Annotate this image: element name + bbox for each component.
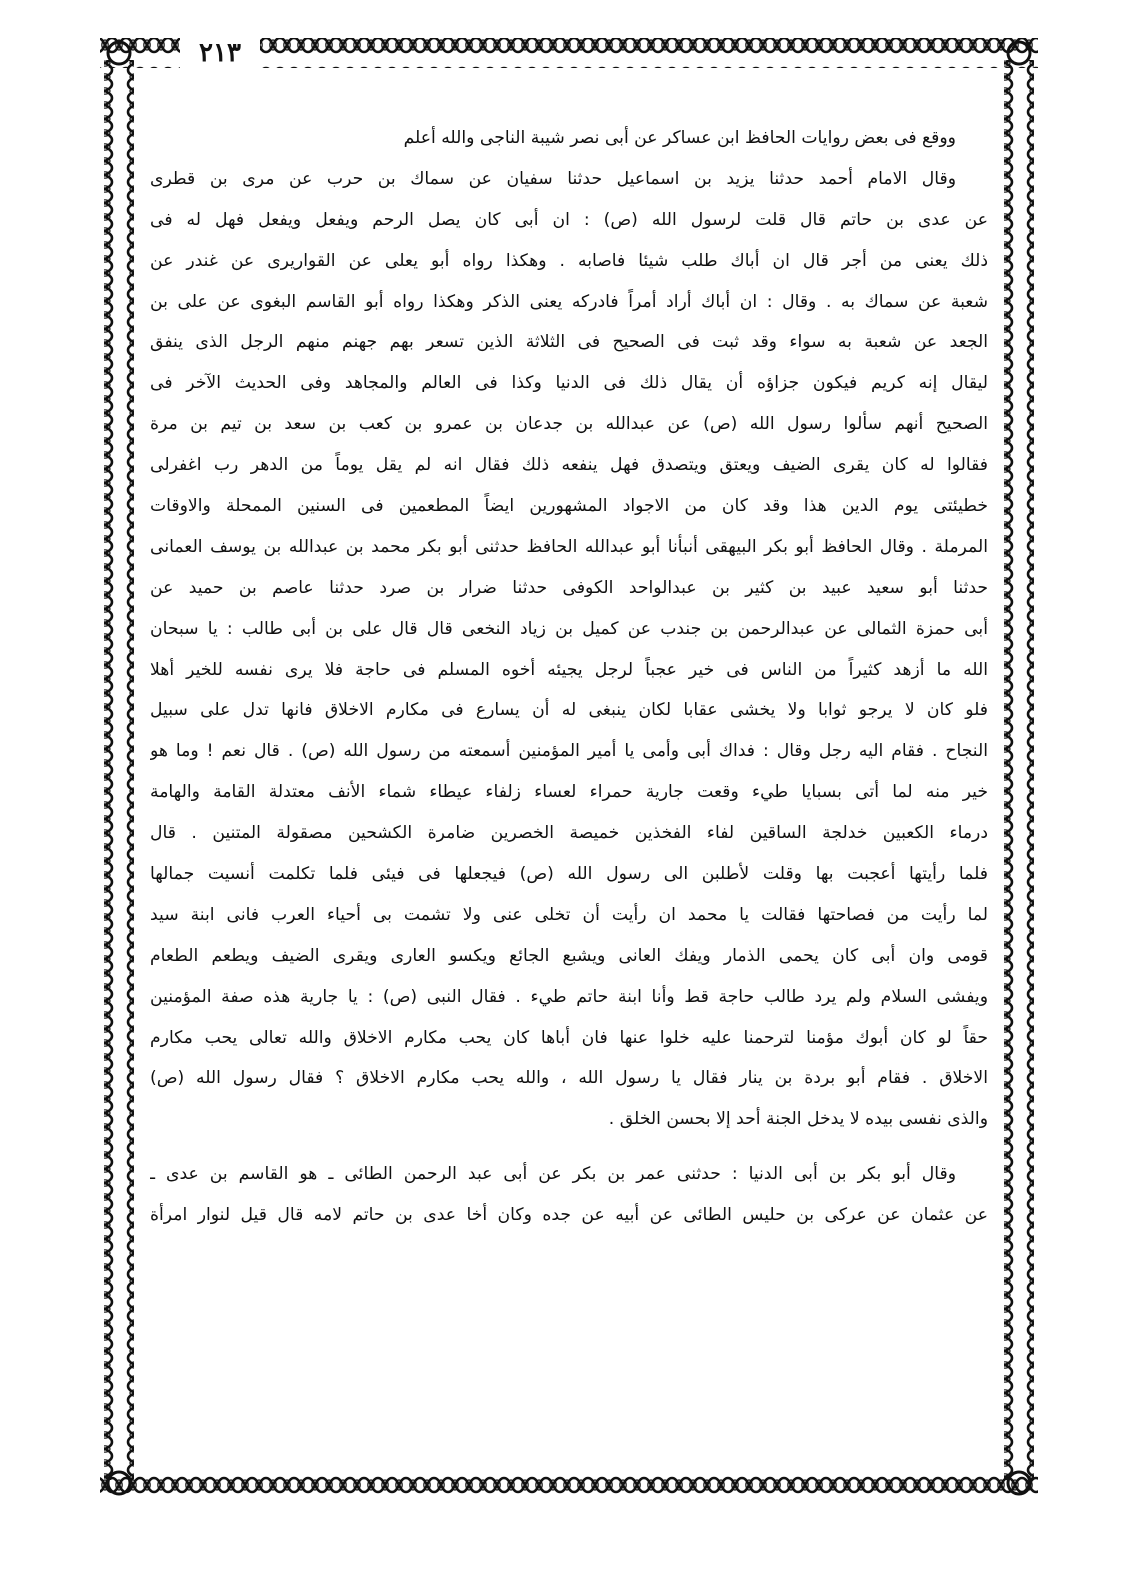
text-line: حدثنا أبو سعيد عبيد بن كثير بن عبدالواحد الكوفى حدثنا ضرار بن صرد حدثنا عاصم بن حميد عن: [150, 577, 988, 598]
text-line: أبى حمزة الثمالى عن عبدالرحمن بن جندب عن كميل بن زياد النخعى قال قال على بن أبى طالب : يا سبحان: [150, 618, 988, 639]
text-line: فلو كان لا يرجو ثوابا ولا يخشى عقابا لكان ينبغى له أن يسارع فى مكارم الاخلاق فانها تدل على سبيل: [150, 700, 988, 721]
text-line: خطيئتى يوم الدين هذا وقد كان من الاجواد المشهورين ايضاً المطعمين فى السنين الممحلة والاوقات: [150, 496, 988, 517]
text-line: ليقال إنه كريم فيكون جزاؤه أن يقال ذلك فى الدنيا وكذا فى العالم والمجاهد وفى الحديث الآخر فى: [150, 373, 988, 394]
text-line: النجاح . فقام اليه رجل وقال : فداك أبى وأمى يا أمير المؤمنين أسمعته من رسول الله (ص) . قال نعم ! وما هو: [150, 741, 988, 762]
page-number: ٢١٣: [180, 38, 260, 68]
text-line: درماء الكعبين خدلجة الساقين لفاء الفخذين خميصة الخصرين ضامرة الكشحين مصقولة المتنين . قال: [150, 823, 988, 844]
text-line: والذى نفسى بيده لا يدخل الجنة أحد إلا بحسن الخلق .: [608, 1109, 988, 1130]
text-line: شعبة عن سماك به . وقال : ان أباك أراد أمراً فادركه يعنى الذكر وهكذا رواه أبو القاسم البغوى عن على بن: [150, 291, 988, 312]
text-line: الاخلاق . فقام أبو بردة بن ينار فقال يا رسول الله ، والله يحب مكارم الاخلاق ؟ فقال رسول الله (ص): [150, 1068, 988, 1089]
text-line: ذلك يعنى من أجر قال ان أباك طلب شيئا فاصابه . وهكذا رواه أبو يعلى عن القواريرى عن غندر عن: [150, 250, 988, 271]
text-line: خير منه لما أتى بسبايا طيء وقعت جارية حمراء لعساء زلفاء عيطاء شماء الأنف معتدلة القامة والهامة: [150, 782, 988, 803]
text-line: فقالوا له كان يقرى الضيف ويعتق ويتصدق فهل ينفعه ذلك فقال انه لم يقل يوماً من الدهر رب اغفرلى: [150, 455, 988, 476]
text-line: قومى وان أبى كان يحمى الذمار ويفك العانى ويشبع الجائع ويكسو العارى ويقرى الضيف ويطعم الطعام: [150, 945, 988, 966]
text-line: ووقع فى بعض روايات الحافظ ابن عساكر عن أبى نصر شيبة الناجى والله أعلم: [403, 128, 956, 148]
text-line: لما رأيت من فصاحتها فقالت يا محمد ان رأيت أن تخلى عنى ولا تشمت بى أحياء العرب فانى ابنة سيد: [150, 904, 988, 925]
text-line: وقال الامام أحمد حدثنا يزيد بن اسماعيل حدثنا سفيان عن سماك بن حرب عن مرى بن قطرى: [150, 168, 956, 189]
text-line: عن عدى بن حاتم قال قلت لرسول الله (ص) : ان أبى كان يصل الرحم ويفعل ويفعل فهل له فى: [150, 209, 988, 230]
text-line: الجعد عن شعبة به سواء وقد ثبت فى الصحيح فى الثلاثة الذين تسعر بهم جهنم منهم الرجل الذى ينفق: [150, 332, 988, 353]
text-line: حقاً لو كان أبوك مؤمنا لترحمنا عليه خلوا عنها فان أباها كان يحب مكارم الاخلاق والله تعالى يحب مكارم: [150, 1027, 988, 1048]
text-line: الله ما أزهد كثيراً من الناس فى خير عجباً لرجل يجيئه أخوه المسلم فى حاجة فلا يرى نفسه للخير أهلا: [150, 659, 988, 680]
text-line: فلما رأيتها أعجبت بها وقلت لأطلبن الى رسول الله (ص) فيجعلها فى فيئى فلما تكلمت أنسيت جمالها: [150, 864, 988, 885]
text-line: المرملة . وقال الحافظ أبو بكر البيهقى أنبأنا أبو عبدالله الحافظ حدثنى أبو بكر محمد بن عبدالله بن يوسف العمانى: [150, 536, 988, 557]
text-line: ويفشى السلام ولم يرد طالب حاجة قط وأنا ابنة حاتم طيء . فقال النبى (ص) : يا جارية هذه صفة المؤمنين: [150, 986, 988, 1007]
text-line: عن عثمان عن عركى بن حليس الطائى عن أبيه عن جده وكان أخا عدى بن حاتم لامه قال قيل لنوار امرأة: [150, 1205, 988, 1226]
text-line: الصحيح أنهم سألوا رسول الله (ص) عن عبدالله بن جدعان بن عمرو بن كعب بن سعد بن تيم بن مرة: [150, 414, 988, 435]
text-line: وقال أبو بكر بن أبى الدنيا : حدثنى عمر بن بكر عن أبى عبد الرحمن الطائى ـ هو القاسم بن عدى ـ: [150, 1164, 956, 1185]
main-text: [150, 118, 988, 1236]
